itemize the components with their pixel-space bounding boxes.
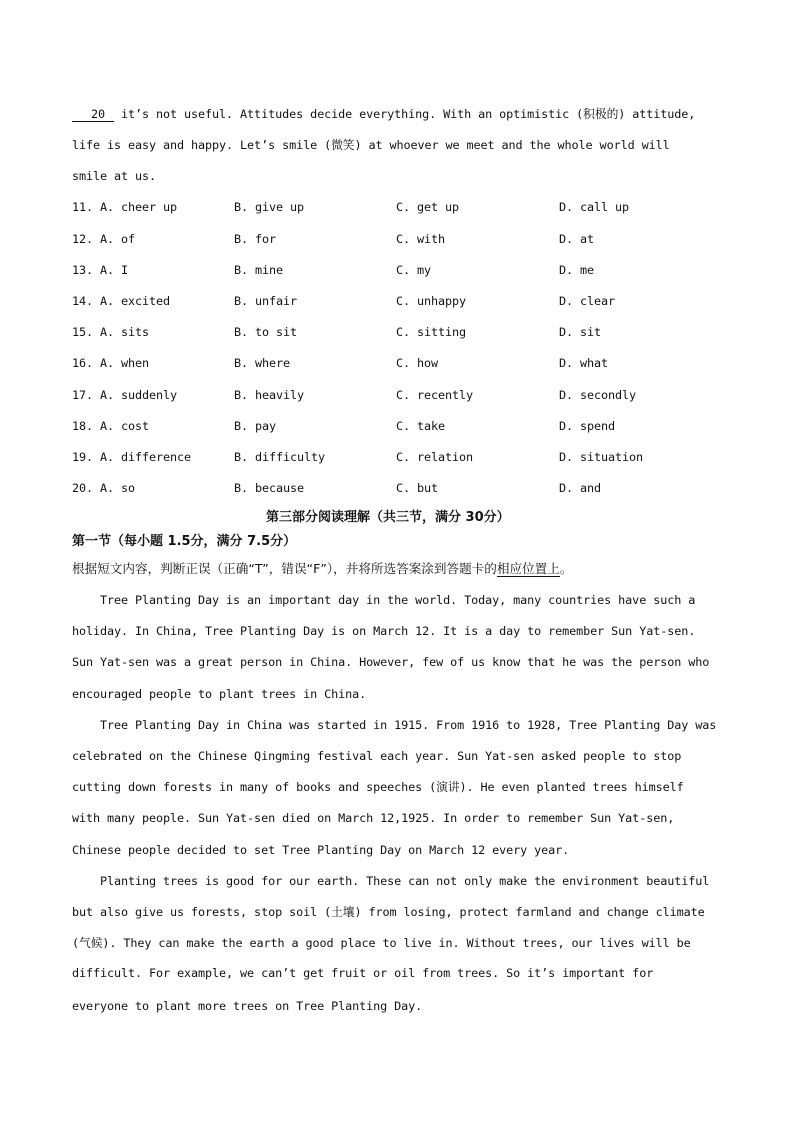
option-d: D. me [559, 263, 595, 277]
option-a: A. cost [100, 419, 150, 433]
part-heading: 第三部分阅读理解（共三节，满分 30分） [266, 510, 510, 525]
question-number: 15. [72, 325, 94, 339]
paragraph-2-line: celebrated on the Chinese Qingming festival each year. Sun Yat-sen asked people to stop [72, 749, 682, 763]
option-d: D. secondly [559, 388, 637, 402]
option-c: C. get up [396, 200, 460, 214]
option-b: B. where [234, 356, 291, 370]
question-number: 16. [72, 356, 94, 370]
option-a: A. excited [100, 294, 171, 308]
option-d: D. sit [559, 325, 602, 339]
paragraph-1-line: encouraged people to plant trees in China. [72, 687, 367, 701]
paragraph-2-line: Tree Planting Day in China was started in 1915. From 1916 to 1928, Tree Planting Day was [72, 718, 717, 732]
option-a: A. suddenly [100, 388, 178, 402]
option-a: A. difference [100, 450, 192, 464]
section-heading: 第一节（每小题 1.5分，满分 7.5分） [72, 534, 297, 549]
question-number: 20. [72, 481, 94, 495]
option-a: A. I [100, 263, 129, 277]
option-b: B. to sit [234, 325, 298, 339]
option-b: B. mine [234, 263, 284, 277]
question-number: 18. [72, 419, 94, 433]
paragraph-2-line: cutting down forests in many of books and speeches (演讲). He even planted trees himself [72, 780, 684, 794]
question-number: 14. [72, 294, 94, 308]
option-d: D. clear [559, 294, 616, 308]
option-c: C. sitting [396, 325, 467, 339]
passage-top-line-1 [72, 105, 695, 122]
passage-top-line-2: life is easy and happy. Let’s smile (微笑) at whoever we meet and the whole world will [72, 138, 670, 152]
option-b: B. difficulty [234, 450, 326, 464]
option-b: B. heavily [234, 388, 305, 402]
paragraph-1-line: Tree Planting Day is an important day in the world. Today, many countries have such a [72, 593, 696, 607]
option-a: A. when [100, 356, 150, 370]
question-number: 11. [72, 200, 94, 214]
paragraph-1-line: Sun Yat-sen was a great person in China. However, few of us know that he was the person who [72, 655, 710, 669]
option-c: C. take [396, 419, 446, 433]
option-c: C. my [396, 263, 432, 277]
instruction-text [72, 558, 572, 577]
instruction-main: 根据短文内容，判断正误（正确“T”，错误“F”），并将所选答案涂到答题卡的 [72, 561, 497, 576]
option-d: D. and [559, 481, 602, 495]
option-c: C. how [396, 356, 439, 370]
passage-top-line-3: smile at us. [72, 169, 157, 183]
option-b: B. because [234, 481, 305, 495]
question-number: 19. [72, 450, 94, 464]
option-b: B. for [234, 232, 277, 246]
option-d: D. call up [559, 200, 630, 214]
question-number: 12. [72, 232, 94, 246]
option-d: D. at [559, 232, 595, 246]
option-c: C. unhappy [396, 294, 467, 308]
paragraph-3-line: but also give us forests, stop soil (土壤) from losing, protect farmland and change climate [72, 905, 705, 919]
option-a: A. of [100, 232, 136, 246]
instruction-end: 。 [559, 561, 573, 576]
paragraph-3-line: difficult. For example, we can’t get fruit or oil from trees. So it’s important for [72, 966, 654, 980]
answer-blank: 20 [72, 108, 114, 122]
paragraph-2-line: Chinese people decided to set Tree Planting Day on March 12 every year. [72, 843, 570, 857]
option-b: B. pay [234, 419, 277, 433]
passage-top-line-1-text: it’s not useful. Attitudes decide everything. With an optimistic (积极的) attitude, [114, 107, 696, 121]
paragraph-3-line: everyone to plant more trees on Tree Planting Day. [72, 999, 423, 1013]
option-a: A. so [100, 481, 136, 495]
option-d: D. spend [559, 419, 616, 433]
option-b: B. unfair [234, 294, 298, 308]
instruction-underlined: 相应位置上 [496, 561, 560, 576]
option-b: B. give up [234, 200, 305, 214]
option-c: C. but [396, 481, 439, 495]
paragraph-3-line: (气候). They can make the earth a good place to live in. Without trees, our lives will be [72, 936, 691, 950]
option-a: A. cheer up [100, 200, 178, 214]
option-d: D. situation [559, 450, 644, 464]
question-number: 13. [72, 263, 94, 277]
option-c: C. recently [396, 388, 474, 402]
paragraph-1-line: holiday. In China, Tree Planting Day is on March 12. It is a day to remember Sun Yat-sen. [72, 624, 696, 638]
option-c: C. with [396, 232, 446, 246]
option-a: A. sits [100, 325, 150, 339]
question-number: 17. [72, 388, 94, 402]
option-d: D. what [559, 356, 609, 370]
paragraph-2-line: with many people. Sun Yat-sen died on March 12,1925. In order to remember Sun Yat-sen, [72, 811, 675, 825]
option-c: C. relation [396, 450, 474, 464]
paragraph-3-line: Planting trees is good for our earth. These can not only make the environment beautiful [72, 874, 710, 888]
